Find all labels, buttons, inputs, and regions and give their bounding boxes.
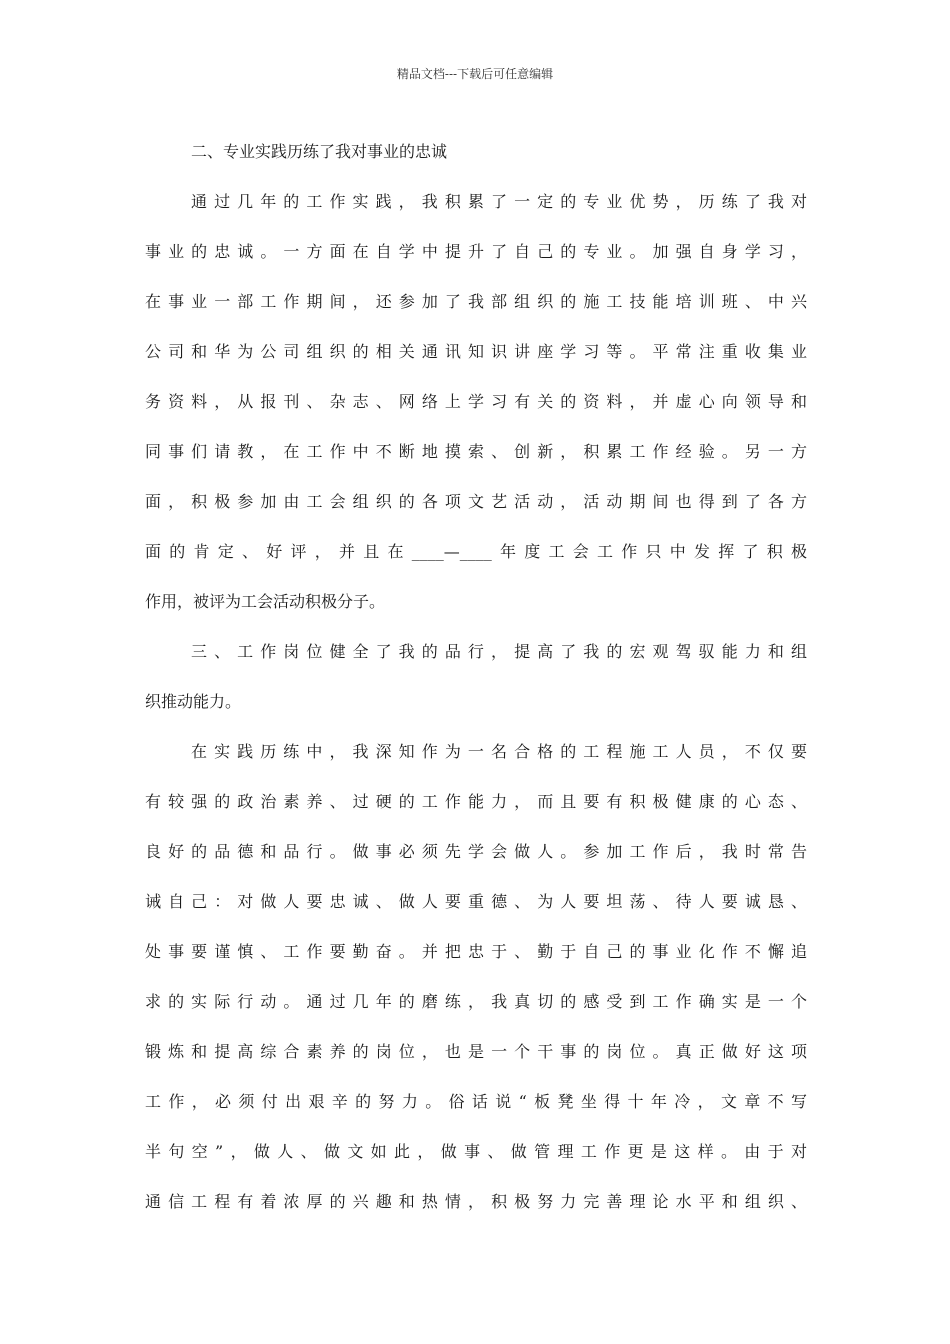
text-line: 求的实际行动。通过几年的磨练，我真切的感受到工作确实是一个 (145, 992, 807, 1011)
text-line: 事业的忠诚。一方面在自学中提升了自己的专业。加强自身学习， (145, 242, 807, 261)
page-header: 精品文档---下载后可任意编辑 (396, 67, 554, 81)
text-line: 三、工作岗位健全了我的品行，提高了我的宏观驾驭能力和组 (191, 642, 807, 661)
text-line: 处事要谨慎、工作要勤奋。并把忠于、勤于自己的事业化作不懈追 (145, 942, 807, 961)
text-line: 半句空”，做人、做文如此，做事、做管理工作更是这样。由于对 (145, 1142, 807, 1161)
text-line: 同事们请教，在工作中不断地摸索、创新，积累工作经验。另一方 (145, 442, 807, 461)
text-line: 通信工程有着浓厚的兴趣和热情，积极努力完善理论水平和组织、 (145, 1192, 807, 1211)
text-line: 在实践历练中，我深知作为一名合格的工程施工人员，不仅要 (191, 742, 807, 761)
section-heading-3 (145, 627, 807, 727)
text-line: 通过几年的工作实践，我积累了一定的专业优势，历练了我对 (191, 192, 807, 211)
text-line: 面的肯定、好评，并且在____—____年度工会工作只中发挥了积极 (145, 542, 807, 561)
paragraph-work-position (145, 727, 807, 1227)
text-line: 公司和华为公司组织的相关通讯知识讲座学习等。平常注重收集业 (145, 342, 807, 361)
text-line: 面，积极参加由工会组织的各项文艺活动，活动期间也得到了各方 (145, 492, 807, 511)
text-line: 锻炼和提高综合素养的岗位，也是一个干事的岗位。真正做好这项 (145, 1042, 807, 1061)
text-line: 工作，必须付出艰辛的努力。俗话说“板凳坐得十年冷，文章不写 (145, 1092, 807, 1111)
text-line: 织推动能力。 (145, 692, 242, 711)
text-line: 良好的品德和品行。做事必须先学会做人。参加工作后，我时常告 (145, 842, 807, 861)
text-line: 在事业一部工作期间，还参加了我部组织的施工技能培训班、中兴 (145, 292, 807, 311)
paragraph-professional-practice (145, 177, 807, 627)
section-heading-2 (145, 127, 807, 177)
text-line: 务资料，从报刊、杂志、网络上学习有关的资料，并虚心向领导和 (145, 392, 807, 411)
text-line: 有较强的政治素养、过硬的工作能力，而且要有积极健康的心态、 (145, 792, 807, 811)
text-line: 诫自己：对做人要忠诚、做人要重德、为人要坦荡、待人要诚恳、 (145, 892, 807, 911)
text-line: 作用，被评为工会活动积极分子。 (145, 592, 386, 611)
document-body (145, 127, 807, 1227)
text-line: 二、专业实践历练了我对事业的忠诚 (191, 142, 448, 161)
